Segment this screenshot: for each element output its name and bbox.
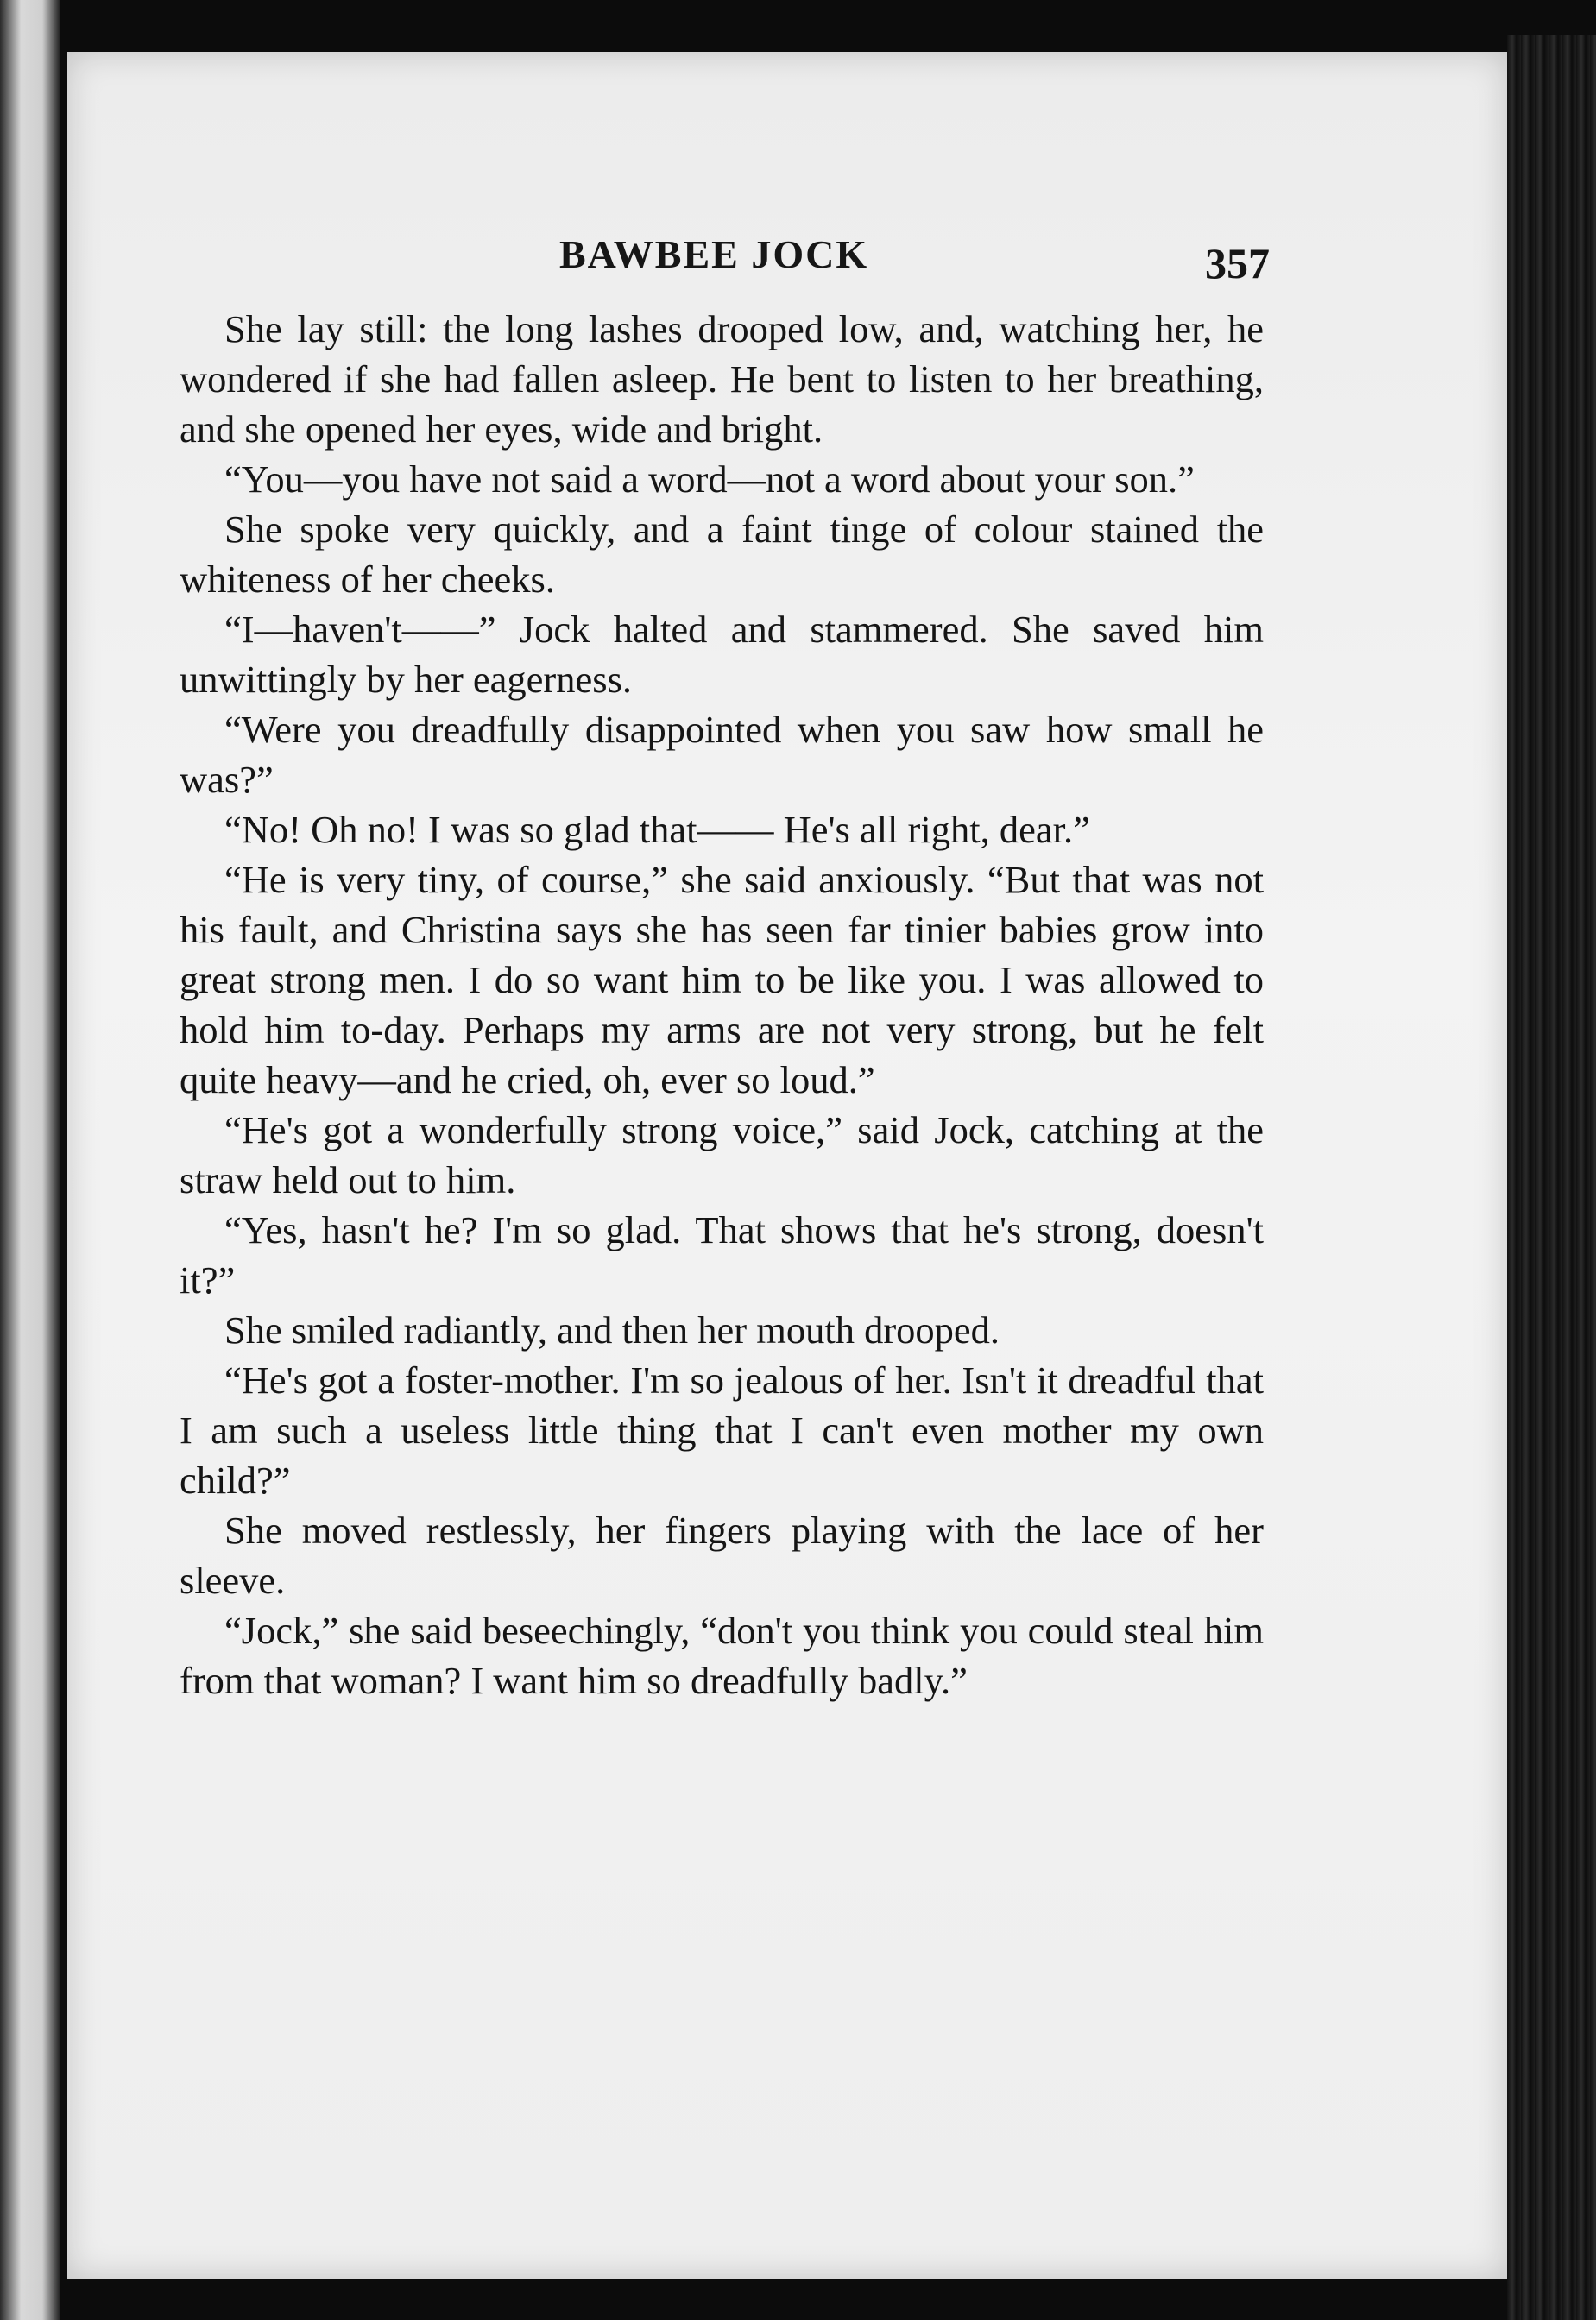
- paragraph: “Were you dreadfully disappointed when you saw how small he was?”: [180, 708, 1264, 801]
- paragraph: “He is very tiny, of course,” she said anxiously. “But that was not his fault, and Christina says she has seen far tinier babies grow into great strong men. I do so want him to be like you. I was allowed to hold him to-day. Perhaps my arms are not very strong, but he felt quite heavy—and he cried, oh, ever so loud.”: [180, 858, 1264, 1101]
- page-body: [180, 304, 1264, 1705]
- adjacent-page-edge: [0, 0, 60, 2320]
- page-number: 357: [1205, 239, 1270, 287]
- paragraph: “Yes, hasn't he? I'm so glad. That shows that he's strong, doesn't it?”: [180, 1208, 1264, 1302]
- paragraph: “No! Oh no! I was so glad that—— He's all right, dear.”: [224, 808, 1090, 851]
- paragraph: She smiled radiantly, and then her mouth drooped.: [224, 1308, 1000, 1352]
- paragraph: She lay still: the long lashes drooped low, and, watching her, he wondered if she had fallen asleep. He bent to listen to her breathing, and she opened her eyes, wide and bright.: [180, 307, 1264, 451]
- paragraph: “You—you have not said a word—not a word about your son.”: [224, 457, 1195, 501]
- running-title: BAWBEE JOCK: [559, 232, 869, 276]
- paragraph: “He's got a wonderfully strong voice,” said Jock, catching at the straw held out to him.: [180, 1108, 1264, 1201]
- paragraph: She moved restlessly, her fingers playing with the lace of her sleeve.: [180, 1509, 1264, 1602]
- paragraph: “Jock,” she said beseechingly, “don't you think you could steal him from that woman? I want him so dreadfully badly.”: [180, 1609, 1264, 1702]
- paragraph: “I—haven't——” Jock halted and stammered. She saved him unwittingly by her eagerness.: [180, 608, 1264, 701]
- paragraph: She spoke very quickly, and a faint tinge of colour stained the whiteness of her cheeks.: [180, 508, 1264, 601]
- running-header: [67, 231, 1507, 300]
- paragraph: “He's got a foster-mother. I'm so jealous of her. Isn't it dreadful that I am such a useless little thing that I can't even mother my own child?”: [180, 1359, 1264, 1502]
- page-stack-edge: [1507, 35, 1596, 2320]
